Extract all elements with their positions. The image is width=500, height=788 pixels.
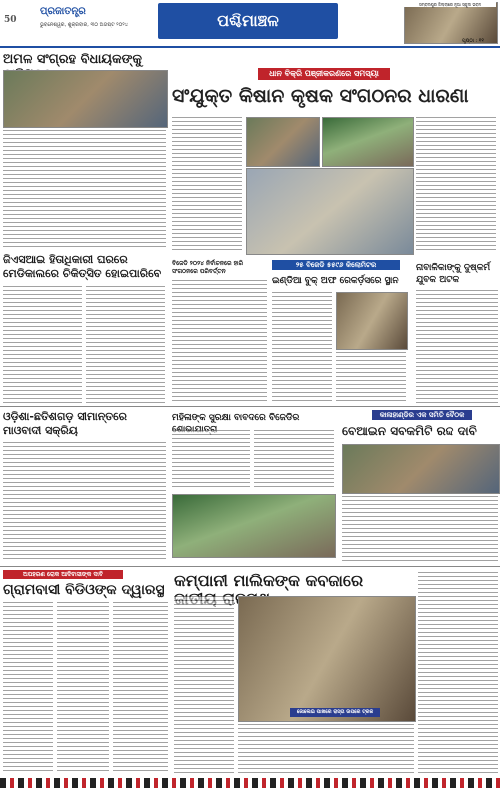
story7-headline: ଓଡ଼ିଶା-ଛତିଶଗଡ଼ ସୀମାନ୍ତରେ ମାଓବାଦୀ ସକ୍ରିୟ: [3, 410, 127, 437]
color-registration-strip: [0, 778, 500, 788]
story1-photo: [3, 70, 168, 128]
masthead-photo-caption: ସମ୍ବଲପୁର ଜିଲ୍ଲାରେ ନୂଆ ସ୍କୁଲ ଭବନ: [404, 2, 496, 7]
anniversary-logo: [4, 3, 17, 27]
story7-body: [3, 442, 166, 562]
story4-body: [172, 280, 267, 404]
story10-banner: ଅପହରଣ ରୋକ ଆଦିବାସୀଙ୍କ ଦାବି: [3, 570, 123, 579]
story5-body-2: [336, 352, 406, 404]
story5-body: [272, 292, 332, 404]
story2-headline: ସଂଯୁକ୍ତ କିଷାନ କୃଷକ ସଂଗଠନର ଧାରଣା: [172, 85, 469, 107]
dateline: ଭୁବନେଶ୍ୱର, ଶୁକ୍ରବାର, ୩୦ ଅଗଷ୍ଟ ୨୦୨୪: [40, 22, 128, 28]
story11-body-col1: [174, 596, 234, 774]
story2-body-col4: [416, 117, 496, 253]
story4-headline: ବିଜେଡି ୨୦୨୪ ନିର୍ବାଚନରେ ହାରି ସଂଗଠନରେ ପରିବର୍ତ୍ତନ: [172, 260, 244, 275]
story10-body-col2: [57, 602, 109, 774]
story5-photo: [336, 292, 408, 350]
story9-body: [342, 496, 498, 562]
story10-body-col3: [113, 602, 168, 774]
story6-body: [416, 290, 498, 404]
story10-headline: ଗ୍ରାମବାସୀ ବିଡିଓଙ୍କ ଦ୍ୱାରସ୍ଥ: [3, 582, 165, 598]
story8-photo: [172, 494, 336, 558]
page-number: ପୃଷ୍ଠା : ୧୧: [462, 38, 484, 44]
section-title: ପଶ୍ଚିମାଞ୍ଚଳ: [158, 3, 338, 39]
story3-body-col1: [3, 286, 82, 404]
story9-headline: ବେଆଇନ ସବକମିଟି ରଦ୍ଦ ଦାବି: [342, 424, 477, 438]
story5-banner: ୨୫ ବିଜେଡି ୫୫୯୬ କିଲୋମିଟର: [272, 260, 400, 270]
story11-body-2: [238, 724, 414, 774]
story2-photo-2: [322, 117, 414, 167]
story11-photo-caption: ଜୋଲେଇ ପାଖରେ ରାସ୍ତା ଉପରେ ଟ୍ରକ: [290, 708, 380, 717]
story8-body-col2: [254, 430, 334, 490]
top-banner: ଧାନ ବିକ୍ରି ପଞ୍ଜୀକରଣରେ ସମସ୍ୟା: [258, 68, 390, 80]
row-rule-2: [0, 566, 500, 567]
row-rule-1: [0, 406, 500, 407]
story1-headline: ଅମଳ ସଂଗ୍ରହ ବିଧାୟକଙ୍କୁ: [3, 52, 142, 67]
story1-body: [3, 130, 166, 248]
story3-body-col2: [86, 286, 165, 404]
story11-body-col3: [418, 572, 498, 774]
story9-photo: [342, 444, 500, 494]
story2-photo-1: [246, 117, 320, 167]
story2-body-col1: [172, 117, 242, 253]
logo-number: 50: [4, 15, 17, 25]
story10-body-col1: [3, 602, 53, 774]
story5-headline: ଇଣ୍ଡିଆ ବୁକ୍ ଅଫ ରେକର୍ଡ଼ସରେ ସ୍ଥାନ: [272, 276, 399, 286]
story9-banner: କାଳାହାଣ୍ଡିର ଏକ ସମିତି ବୈଠକ: [372, 410, 472, 420]
story11-headline: କମ୍ପାନୀ ମାଲିକଙ୍କ କବଜାରେ: [174, 571, 364, 590]
story11-photo: [238, 596, 416, 722]
story3-headline: ଜିଏସଆଇ ହିତାଧିକାରୀ ଘରରେ ମେଡିକାଲରେ ଚିକିତ୍ସିତ ହୋଇପାରିବେ: [3, 253, 162, 280]
paper-name: ପ୍ରଜାତନ୍ତ୍ର: [40, 6, 86, 17]
story2-photo-3: [246, 168, 414, 255]
story6-headline: ନାବାଳିକାଙ୍କୁ ଦୁଷ୍କର୍ମ ଯୁବକ ଅଟକ: [416, 263, 491, 285]
story8-headline: ମହିଳାଙ୍କ ସୁରକ୍ଷା ବାବଦରେ ବିଜେଡିର: [172, 413, 300, 423]
story8-body-col1: [172, 430, 250, 490]
